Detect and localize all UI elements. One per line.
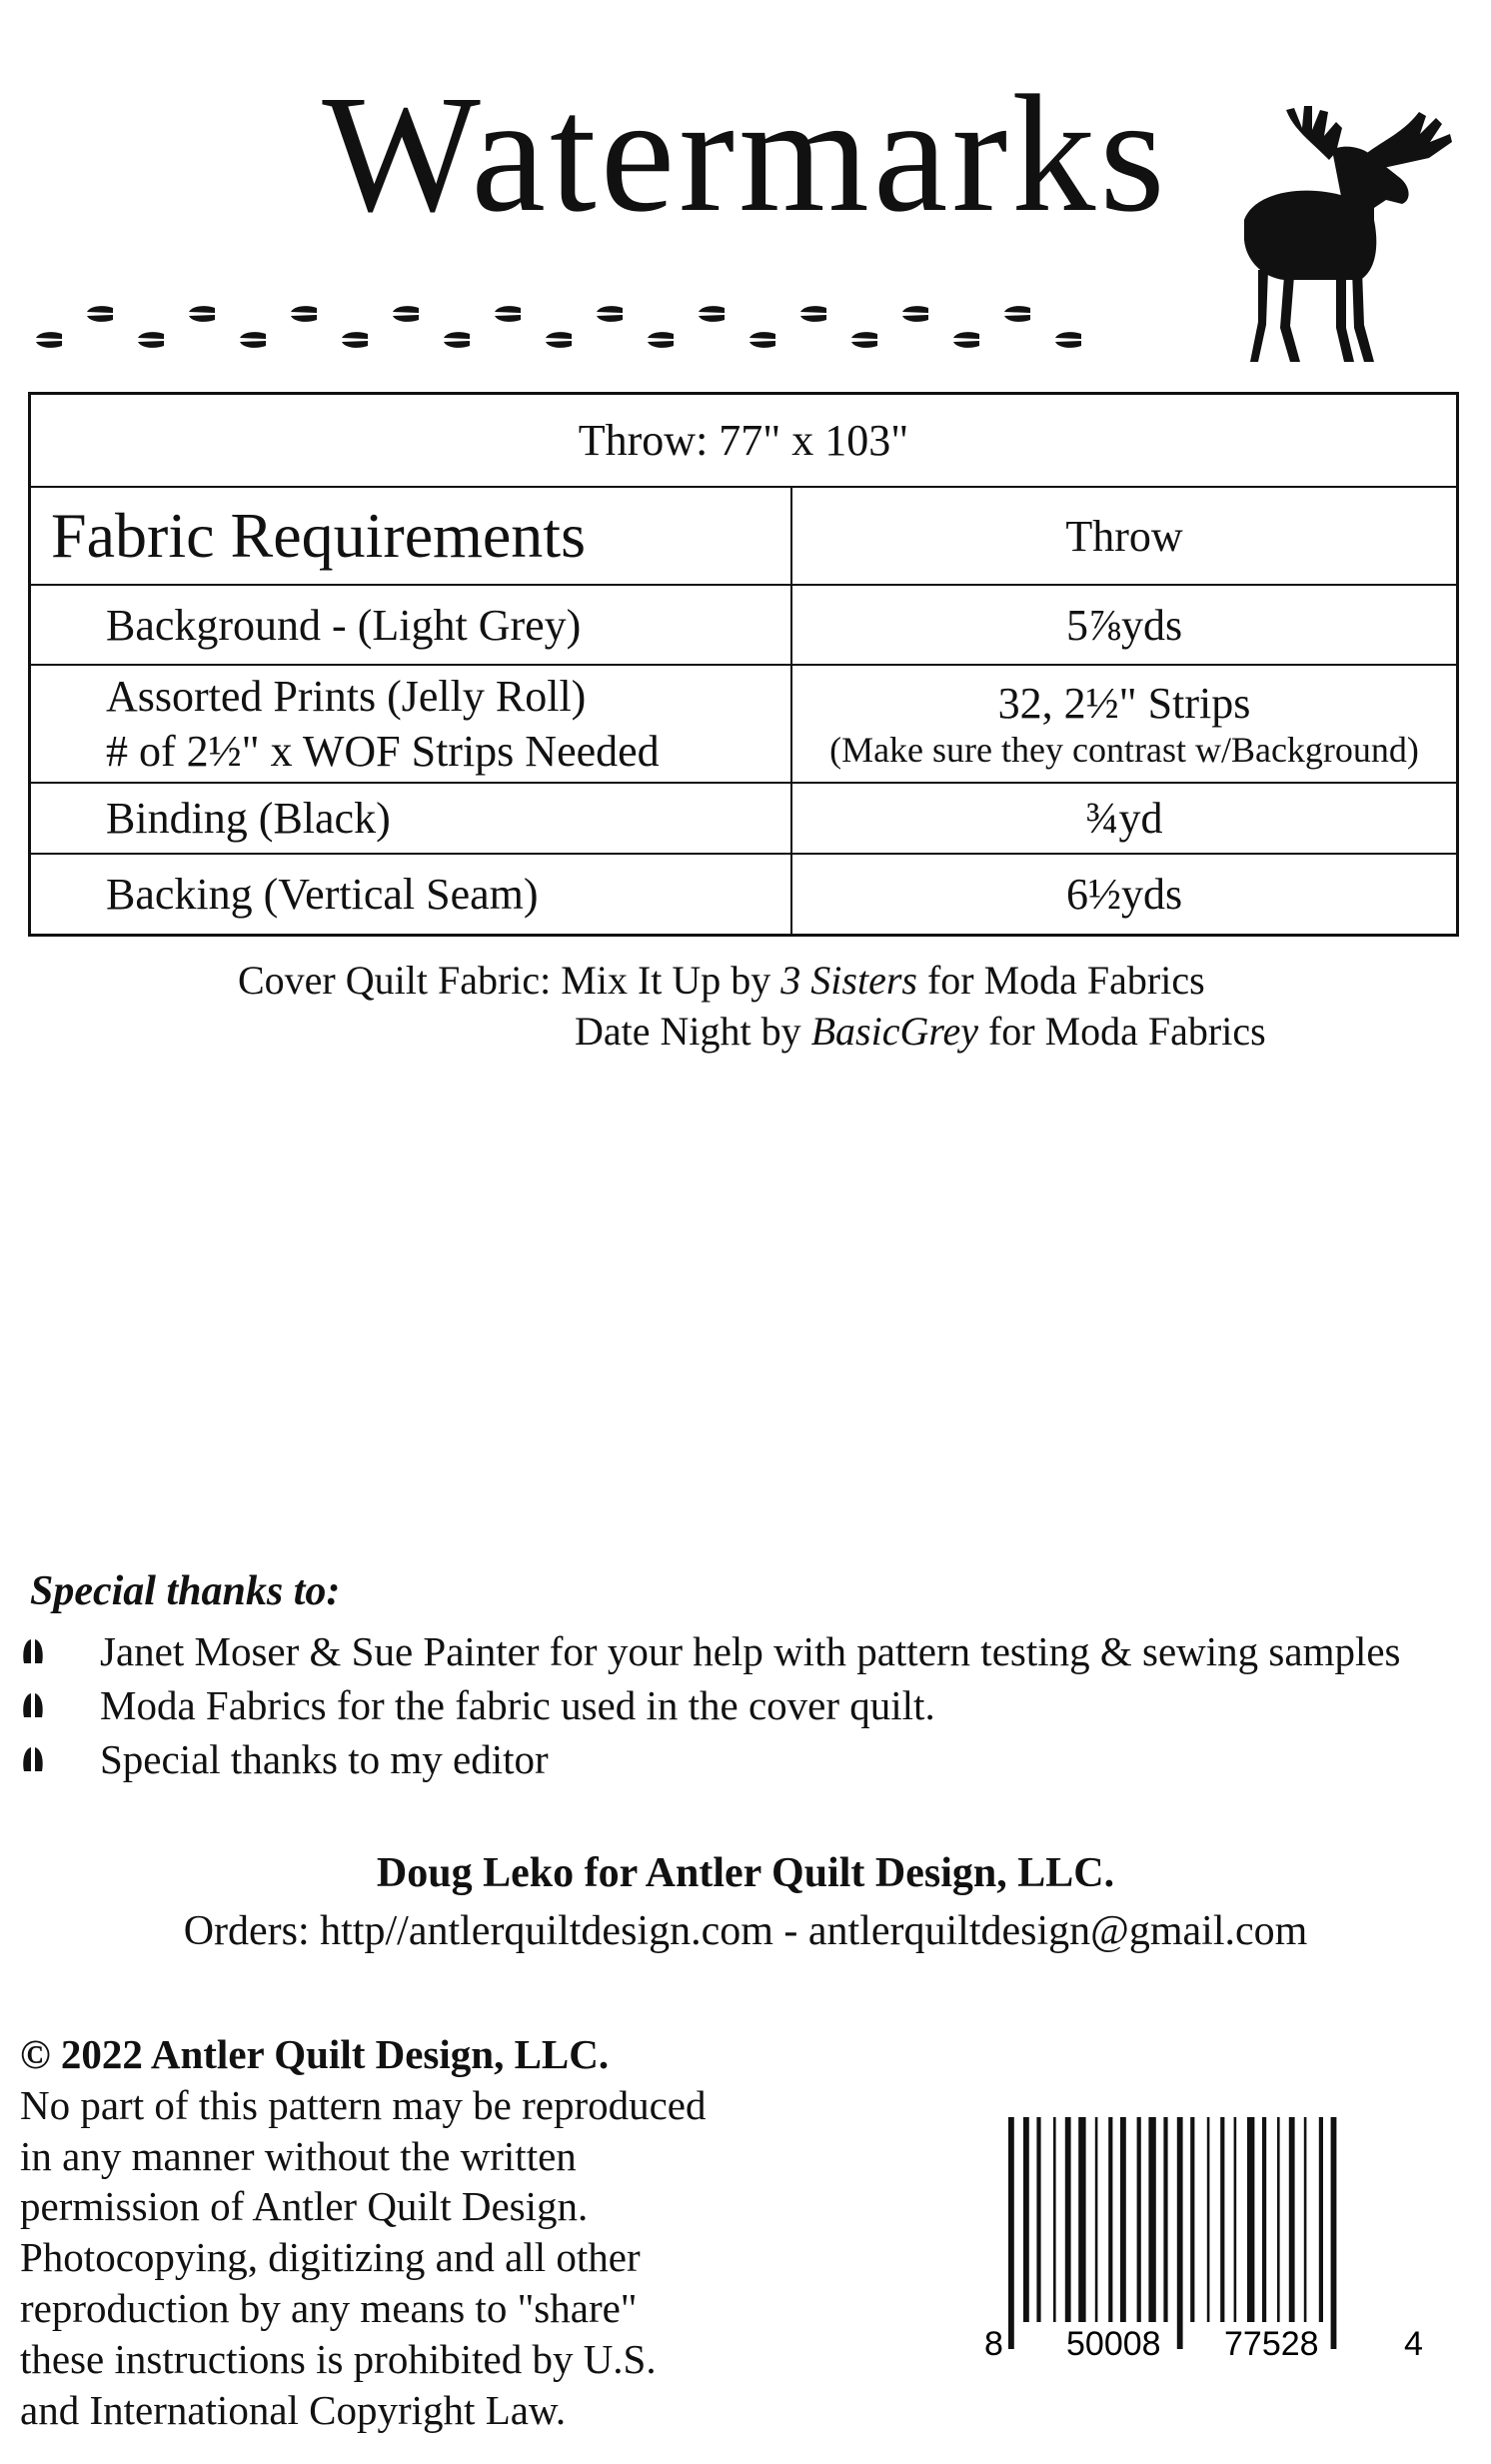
fabric-name-line1: Assorted Prints (Jelly Roll): [106, 672, 587, 721]
copyright-line: reproduction by any means to "share": [20, 2285, 638, 2332]
header-row: [31, 488, 1456, 586]
hoof-print-icon: [902, 306, 928, 322]
fabric-amount: ¾yd: [1085, 794, 1163, 843]
hoof-print-icon: [240, 332, 266, 348]
cover-text: for Moda Fabrics: [977, 1009, 1266, 1054]
hoof-print-icon: [189, 306, 215, 322]
barcode-bar: [1108, 2117, 1112, 2322]
fabric-name-line2: # of 2½" x WOF Strips Needed: [106, 727, 660, 776]
hoof-print-icon: [495, 306, 521, 322]
copyright-line: in any manner without the written: [20, 2132, 577, 2179]
hoof-print-icon: [87, 306, 113, 322]
fabric-name: Background - (Light Grey): [31, 586, 792, 664]
hoof-print-icon: [138, 332, 164, 348]
thanks-text: Moda Fabrics for the fabric used in the cover quilt.: [100, 1682, 935, 1728]
hoof-print-icon: [749, 332, 775, 348]
copyright-notice: [20, 2029, 839, 2436]
copyright-line: and International Copyright Law.: [20, 2386, 567, 2433]
list-item: [22, 1732, 1481, 1786]
cover-fabric-line1: [238, 955, 1205, 1007]
table-row: [31, 855, 1456, 934]
hoof-bullet-icon: [22, 1637, 100, 1665]
barcode-bar: [1078, 2117, 1085, 2322]
barcode-bar: [1023, 2117, 1029, 2322]
hoof-bullet-icon: [22, 1691, 100, 1719]
copyright-line: No part of this pattern may be reproduced: [20, 2081, 707, 2128]
hoof-print-icon: [1004, 306, 1030, 322]
barcode-bar: [1207, 2117, 1210, 2322]
barcode-bar: [1190, 2117, 1194, 2322]
copyright-line: permission of Antler Quilt Design.: [20, 2183, 589, 2230]
cover-text: Date Night by: [575, 1009, 811, 1054]
barcode-bar: [1234, 2117, 1237, 2322]
table-row: [31, 666, 1456, 784]
barcode-bar: [1247, 2117, 1254, 2322]
fabric-name: [31, 666, 792, 782]
page-title: Watermarks: [322, 61, 1169, 247]
barcode-bar: [1304, 2117, 1307, 2322]
hoof-print-icon: [953, 332, 979, 348]
list-item: [22, 1678, 1481, 1732]
cover-text: Cover Quilt Fabric: Mix It Up by: [238, 958, 781, 1003]
list-item: [22, 1624, 1481, 1678]
copyright-heading: © 2022 Antler Quilt Design, LLC.: [20, 2031, 610, 2077]
fabric-requirements-table: [28, 392, 1459, 937]
hoof-print-icon: [851, 332, 877, 348]
barcode-bar: [1177, 2117, 1183, 2349]
barcode-bar: [1163, 2117, 1167, 2322]
fabric-amount-value: 32, 2½" Strips: [997, 678, 1251, 728]
copyright-line: these instructions is prohibited by U.S.: [20, 2335, 657, 2382]
author-credit: Doug Leko for Antler Quilt Design, LLC.: [376, 1850, 1115, 1896]
barcode-bar: [1065, 2117, 1071, 2322]
special-thanks-list: [22, 1624, 1481, 1786]
hoof-print-icon: [1055, 332, 1081, 348]
barcode-digit-last: 4: [1404, 2325, 1423, 2363]
barcode-digits-left: 50008: [1066, 2325, 1161, 2363]
barcode-bar: [1319, 2117, 1323, 2322]
table-row: [31, 586, 1456, 666]
hoof-print-icon: [291, 306, 317, 322]
hoof-print-icon: [342, 332, 368, 348]
fabric-name: Backing (Vertical Seam): [31, 855, 792, 934]
barcode-bar: [1220, 2117, 1224, 2322]
barcode-bar: [1120, 2117, 1126, 2322]
barcode-digits-right: 77528: [1224, 2325, 1319, 2363]
hoof-print-icon: [699, 306, 725, 322]
cover-text: for Moda Fabrics: [916, 958, 1205, 1003]
barcode-bar: [1008, 2117, 1014, 2349]
barcode-bar: [1331, 2117, 1337, 2349]
column-heading-throw: Throw: [1065, 511, 1183, 561]
moose-silhouette-icon: [1224, 100, 1464, 370]
hoof-print-icon: [393, 306, 419, 322]
fabric-name: Binding (Black): [31, 784, 792, 853]
hoof-print-icon: [444, 332, 470, 348]
barcode-bar: [1137, 2117, 1141, 2322]
fabric-amount-note: (Make sure they contrast w/Background): [829, 729, 1419, 770]
fabric-amount: 5⅞yds: [1065, 600, 1183, 650]
hoof-print-icon: [648, 332, 674, 348]
barcode-bar: [1053, 2117, 1056, 2322]
hoof-bullet-icon: [22, 1745, 100, 1773]
designer-name: 3 Sisters: [780, 958, 917, 1003]
thanks-text: Janet Moser & Sue Painter for your help with pattern testing & sewing samples: [100, 1628, 1401, 1674]
barcode-bar: [1277, 2117, 1280, 2322]
barcode-bar: [1289, 2117, 1295, 2322]
upc-barcode: [984, 2117, 1424, 2367]
table-row: [31, 784, 1456, 855]
barcode-bar: [1148, 2117, 1155, 2322]
table-heading: Fabric Requirements: [31, 488, 792, 584]
barcode-digit-first: 8: [984, 2325, 1003, 2363]
orders-line: Orders: http//antlerquiltdesign.com - antlerquiltdesign@gmail.com: [183, 1908, 1308, 1954]
size-row: [31, 395, 1456, 488]
hoof-print-icon: [546, 332, 572, 348]
hoof-print-icon: [597, 306, 623, 322]
fabric-amount: 6½yds: [1065, 870, 1183, 919]
barcode-bar: [1095, 2117, 1098, 2322]
special-thanks-title: Special thanks to:: [30, 1568, 341, 1614]
cover-fabric-line2: [575, 1006, 1266, 1058]
hoof-print-track: [30, 290, 1129, 370]
barcode-bar: [1036, 2117, 1040, 2322]
fabric-amount: [792, 666, 1456, 782]
copyright-line: Photocopying, digitizing and all other: [20, 2234, 641, 2281]
throw-size: Throw: 77" x 103": [578, 416, 909, 465]
thanks-text: Special thanks to my editor: [100, 1736, 549, 1782]
designer-name: BasicGrey: [810, 1009, 978, 1054]
hoof-print-icon: [800, 306, 826, 322]
barcode-bar: [1262, 2117, 1266, 2322]
hoof-print-icon: [36, 332, 62, 348]
